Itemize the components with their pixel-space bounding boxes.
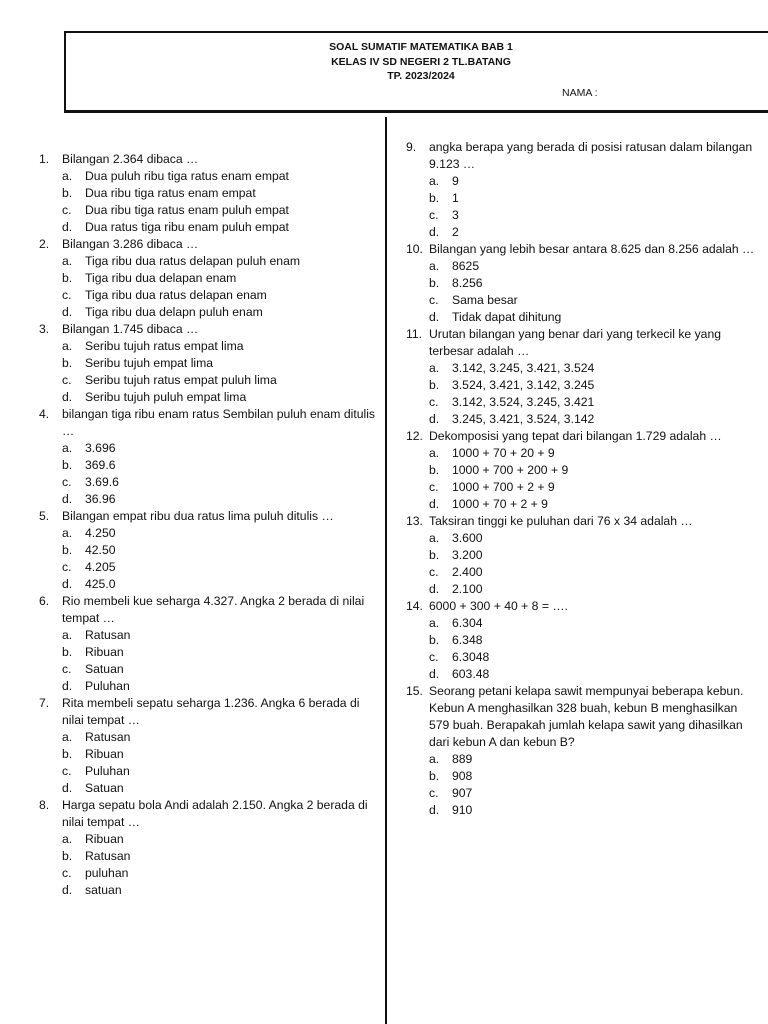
option-letter: c. (62, 203, 72, 217)
option-letter: c. (429, 208, 439, 222)
question-text: Taksiran tinggi ke puluhan dari 76 x 34 adalah … (429, 514, 693, 528)
option-text: Dua ribu tiga ratus enam puluh empat (85, 203, 289, 217)
option-text: 907 (452, 786, 473, 800)
answer-option (429, 751, 756, 768)
option-text: Ribuan (85, 747, 124, 761)
answer-option (62, 542, 384, 559)
right-question-column (406, 139, 756, 819)
option-letter: c. (429, 395, 439, 409)
option-list (429, 360, 756, 428)
option-text: Dua ribu tiga ratus enam empat (85, 186, 256, 200)
answer-option (62, 372, 384, 389)
option-letter: d. (429, 497, 440, 511)
option-letter: d. (62, 883, 73, 897)
question-item (39, 695, 384, 797)
option-letter: a. (62, 526, 73, 540)
option-letter: b. (62, 458, 73, 472)
question-number: 14. (406, 599, 423, 613)
option-letter: d. (429, 803, 440, 817)
question-item (406, 326, 756, 428)
answer-option (62, 525, 384, 542)
option-list (62, 525, 384, 593)
option-text: Ribuan (85, 645, 124, 659)
answer-option (429, 411, 756, 428)
answer-option (62, 661, 384, 678)
answer-option (62, 389, 384, 406)
question-text: Bilangan 3.286 dibaca … (62, 237, 199, 251)
option-list (429, 173, 756, 241)
option-list (429, 445, 756, 513)
option-list (62, 168, 384, 236)
option-letter: b. (429, 633, 440, 647)
answer-option (429, 173, 756, 190)
question-text: Urutan bilangan yang benar dari yang terkecil ke yang terbesar adalah … (429, 327, 722, 358)
school-year: TP. 2023/2024 (387, 70, 455, 82)
option-list (62, 627, 384, 695)
answer-option (62, 355, 384, 372)
option-letter: a. (429, 616, 440, 630)
answer-option (62, 644, 384, 661)
option-text: 908 (452, 769, 473, 783)
question-item (39, 406, 384, 508)
option-text: 3.245, 3.421, 3.524, 3.142 (452, 412, 595, 426)
option-text: 6.304 (452, 616, 483, 630)
question-number: 7. (39, 696, 50, 710)
option-text: 3.200 (452, 548, 483, 562)
answer-option (62, 338, 384, 355)
question-number: 11. (406, 327, 423, 341)
option-letter: d. (62, 679, 73, 693)
answer-option (62, 729, 384, 746)
option-text: 8.256 (452, 276, 483, 290)
answer-option (62, 763, 384, 780)
question-number: 12. (406, 429, 423, 443)
option-list (62, 729, 384, 797)
option-letter: c. (62, 866, 72, 880)
answer-option (429, 377, 756, 394)
option-text: Tidak dapat dihitung (452, 310, 562, 324)
question-text: angka berapa yang berada di posisi ratusan dalam bilangan 9.123 … (429, 140, 753, 171)
question-text: Rio membeli kue seharga 4.327. Angka 2 berada di nilai tempat … (62, 594, 365, 625)
option-letter: c. (62, 662, 72, 676)
option-text: 1000 + 70 + 2 + 9 (452, 497, 548, 511)
question-number: 3. (39, 322, 50, 336)
exam-title: SOAL SUMATIF MATEMATIKA BAB 1 (329, 41, 513, 53)
answer-option (429, 547, 756, 564)
answer-option (429, 530, 756, 547)
option-text: 6.3048 (452, 650, 490, 664)
answer-option (62, 848, 384, 865)
question-item (39, 593, 384, 695)
option-letter: a. (62, 730, 73, 744)
option-text: satuan (85, 883, 122, 897)
option-text: 910 (452, 803, 473, 817)
question-number: 2. (39, 237, 50, 251)
option-letter: d. (429, 310, 440, 324)
option-letter: b. (429, 191, 440, 205)
answer-option (429, 292, 756, 309)
answer-option (429, 258, 756, 275)
option-list (62, 338, 384, 406)
option-letter: b. (429, 769, 440, 783)
option-letter: a. (429, 259, 440, 273)
question-item (406, 241, 756, 326)
option-text: 369.6 (85, 458, 116, 472)
option-letter: d. (429, 412, 440, 426)
answer-option (429, 581, 756, 598)
option-text: 3.142, 3.524, 3.245, 3.421 (452, 395, 595, 409)
answer-option (62, 270, 384, 287)
option-text: 3 (452, 208, 459, 222)
answer-option (62, 202, 384, 219)
option-letter: d. (429, 667, 440, 681)
question-number: 13. (406, 514, 423, 528)
option-text: Tiga ribu dua ratus delapan puluh enam (85, 254, 301, 268)
answer-option (429, 785, 756, 802)
option-letter: c. (62, 373, 72, 387)
option-letter: a. (429, 531, 440, 545)
option-letter: a. (429, 752, 440, 766)
option-text: 3.524, 3.421, 3.142, 3.245 (452, 378, 595, 392)
option-letter: d. (429, 225, 440, 239)
option-text: Seribu tujuh puluh empat lima (85, 390, 247, 404)
question-number: 8. (39, 798, 50, 812)
question-text: Dekomposisi yang tepat dari bilangan 1.729 adalah … (429, 429, 722, 443)
option-text: puluhan (85, 866, 129, 880)
question-item (39, 151, 384, 236)
option-letter: a. (429, 174, 440, 188)
option-text: 2.100 (452, 582, 483, 596)
option-text: 3.696 (85, 441, 116, 455)
option-list (429, 258, 756, 326)
option-text: 603.48 (452, 667, 490, 681)
answer-option (62, 457, 384, 474)
question-text: Rita membeli sepatu seharga 1.236. Angka 6 berada di nilai tempat … (62, 696, 360, 727)
question-item (39, 797, 384, 899)
option-text: Sama besar (452, 293, 518, 307)
question-text: Bilangan 1.745 dibaca … (62, 322, 199, 336)
option-letter: c. (62, 560, 72, 574)
option-letter: a. (62, 339, 73, 353)
answer-option (62, 168, 384, 185)
option-text: 2.400 (452, 565, 483, 579)
answer-option (62, 185, 384, 202)
answer-option (62, 559, 384, 576)
option-letter: b. (62, 356, 73, 370)
option-letter: b. (62, 747, 73, 761)
question-text: Seorang petani kelapa sawit mempunyai beberapa kebun. Kebun A menghasilkan 328 buah, kebun B menghasilkan 579 buah. Berapakah jumlah kelapa sawit yang dihasilkan dari kebun A dan kebun B? (429, 684, 744, 749)
option-text: Ratusan (85, 730, 131, 744)
option-letter: d. (62, 305, 73, 319)
option-text: Tiga ribu dua ratus delapan enam (85, 288, 267, 302)
question-item (406, 683, 756, 819)
option-text: Seribu tujuh ratus empat puluh lima (85, 373, 277, 387)
answer-option (429, 309, 756, 326)
option-list (62, 831, 384, 899)
option-text: Seribu tujuh empat lima (85, 356, 214, 370)
question-text: Bilangan empat ribu dua ratus lima puluh ditulis … (62, 509, 334, 523)
question-number: 1. (39, 152, 50, 166)
option-letter: b. (62, 849, 73, 863)
option-text: 4.205 (85, 560, 116, 574)
option-text: 3.142, 3.245, 3.421, 3.524 (452, 361, 595, 375)
answer-option (62, 474, 384, 491)
answer-option (62, 491, 384, 508)
option-text: Tiga ribu dua delapan enam (85, 271, 237, 285)
answer-option (429, 564, 756, 581)
answer-option (429, 190, 756, 207)
answer-option (62, 865, 384, 882)
answer-option (429, 632, 756, 649)
question-item (406, 513, 756, 598)
answer-option (62, 287, 384, 304)
option-text: 42.50 (85, 543, 116, 557)
left-question-column (39, 151, 384, 899)
question-text: Harga sepatu bola Andi adalah 2.150. Angka 2 berada di nilai tempat … (62, 798, 368, 829)
class-school: KELAS IV SD NEGERI 2 TL.BATANG (331, 55, 511, 68)
option-letter: d. (429, 582, 440, 596)
option-letter: d. (62, 390, 73, 404)
option-text: Ratusan (85, 849, 131, 863)
option-text: 3.69.6 (85, 475, 119, 489)
option-list (429, 530, 756, 598)
answer-option (62, 576, 384, 593)
question-number: 15. (406, 684, 423, 698)
option-letter: c. (429, 293, 439, 307)
option-text: 4.250 (85, 526, 116, 540)
option-letter: c. (429, 650, 439, 664)
option-letter: c. (62, 764, 72, 778)
option-letter: d. (62, 220, 73, 234)
option-letter: c. (429, 565, 439, 579)
answer-option (429, 768, 756, 785)
option-letter: d. (62, 781, 73, 795)
option-letter: a. (62, 254, 73, 268)
column-divider (385, 117, 387, 1024)
answer-option (429, 666, 756, 683)
option-letter: c. (62, 288, 72, 302)
answer-option (62, 678, 384, 695)
option-letter: a. (62, 169, 73, 183)
answer-option (429, 802, 756, 819)
option-text: Ribuan (85, 832, 124, 846)
option-text: Puluhan (85, 679, 130, 693)
option-text: Satuan (85, 662, 124, 676)
option-letter: a. (429, 361, 440, 375)
option-letter: a. (62, 441, 73, 455)
option-text: Dua ratus tiga ribu enam puluh empat (85, 220, 289, 234)
question-text: bilangan tiga ribu enam ratus Sembilan puluh enam ditulis … (62, 407, 376, 438)
option-letter: b. (429, 378, 440, 392)
question-number: 5. (39, 509, 50, 523)
option-letter: a. (62, 832, 73, 846)
question-text: Bilangan yang lebih besar antara 8.625 dan 8.256 adalah … (429, 242, 755, 256)
option-text: Ratusan (85, 628, 131, 642)
option-list (62, 253, 384, 321)
answer-option (429, 275, 756, 292)
answer-option (62, 627, 384, 644)
option-letter: c. (429, 786, 439, 800)
option-list (429, 615, 756, 683)
option-letter: b. (62, 186, 73, 200)
option-letter: b. (429, 463, 440, 477)
answer-option (429, 462, 756, 479)
option-letter: d. (62, 492, 73, 506)
option-letter: a. (429, 446, 440, 460)
option-text: 1000 + 70 + 20 + 9 (452, 446, 555, 460)
question-number: 4. (39, 407, 50, 421)
option-letter: b. (62, 645, 73, 659)
answer-option (62, 780, 384, 797)
option-text: 1000 + 700 + 200 + 9 (452, 463, 569, 477)
question-item (39, 236, 384, 321)
answer-option (429, 615, 756, 632)
option-letter: a. (62, 628, 73, 642)
answer-option (429, 224, 756, 241)
option-text: 1000 + 700 + 2 + 9 (452, 480, 555, 494)
answer-option (62, 831, 384, 848)
option-text: 36.96 (85, 492, 116, 506)
nama-label: NAMA : (562, 87, 598, 99)
option-text: 6.348 (452, 633, 483, 647)
question-number: 10. (406, 242, 423, 256)
option-text: Dua puluh ribu tiga ratus enam empat (85, 169, 289, 183)
answer-option (62, 219, 384, 236)
option-text: 889 (452, 752, 473, 766)
option-letter: b. (429, 276, 440, 290)
option-text: Tiga ribu dua delapn puluh enam (85, 305, 263, 319)
answer-option (429, 394, 756, 411)
option-text: 425.0 (85, 577, 116, 591)
option-letter: d. (62, 577, 73, 591)
option-letter: c. (429, 480, 439, 494)
option-text: 2 (452, 225, 459, 239)
answer-option (62, 304, 384, 321)
answer-option (429, 479, 756, 496)
exam-header (64, 31, 768, 113)
answer-option (429, 649, 756, 666)
option-list (62, 440, 384, 508)
answer-option (62, 440, 384, 457)
option-list (429, 751, 756, 819)
answer-option (429, 445, 756, 462)
option-text: Seribu tujuh ratus empat lima (85, 339, 244, 353)
option-text: 9 (452, 174, 459, 188)
option-letter: c. (62, 475, 72, 489)
option-letter: b. (62, 543, 73, 557)
question-text: 6000 + 300 + 40 + 8 = …. (429, 599, 568, 613)
answer-option (62, 746, 384, 763)
answer-option (62, 253, 384, 270)
option-text: Puluhan (85, 764, 130, 778)
option-text: 3.600 (452, 531, 483, 545)
answer-option (429, 207, 756, 224)
option-text: Satuan (85, 781, 124, 795)
option-text: 8625 (452, 259, 480, 273)
option-letter: b. (429, 548, 440, 562)
option-letter: b. (62, 271, 73, 285)
answer-option (62, 882, 384, 899)
question-number: 9. (406, 140, 417, 154)
option-text: 1 (452, 191, 459, 205)
question-item (406, 598, 756, 683)
answer-option (429, 360, 756, 377)
question-item (406, 428, 756, 513)
question-item (39, 321, 384, 406)
question-item (39, 508, 384, 593)
answer-option (429, 496, 756, 513)
question-text: Bilangan 2.364 dibaca … (62, 152, 199, 166)
question-item (406, 139, 756, 241)
question-number: 6. (39, 594, 50, 608)
